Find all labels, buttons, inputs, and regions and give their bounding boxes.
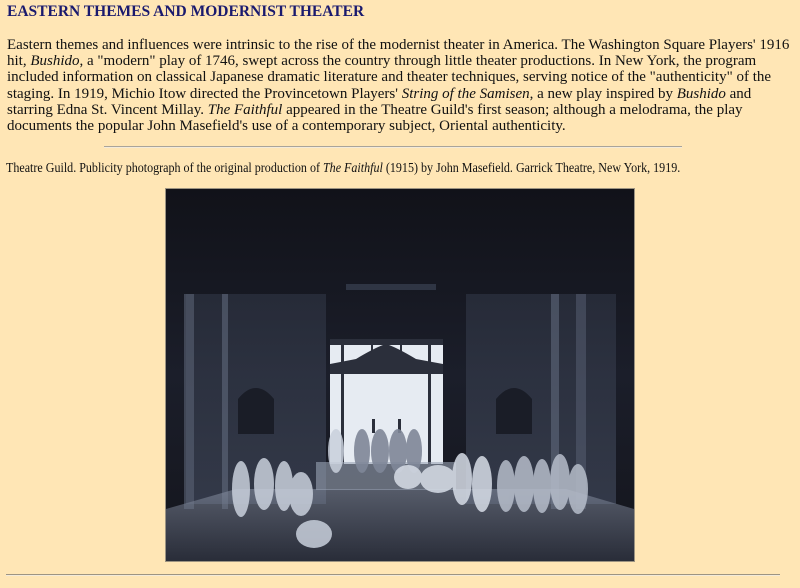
play-title-bushido: Bushido (676, 85, 726, 102)
caption-text: Theatre Guild. Publicity photograph of the original production of (6, 161, 323, 176)
photograph-image (166, 189, 634, 561)
play-title-bushido: Bushido (30, 53, 80, 70)
divider (6, 574, 780, 576)
photo-caption (6, 161, 680, 177)
play-title-the-faithful: The Faithful (207, 101, 283, 118)
intro-text: Eastern themes and influences were intrinsic to the rise of the modernist theater in America. The Washington Square Players' 1916 hit, (7, 37, 790, 70)
divider (104, 146, 682, 148)
play-title-string-of-the-samisen: String of the Samisen (401, 85, 530, 102)
caption-text: (1915) by John Masefield. Garrick Theatre, New York, 1919. (382, 161, 681, 176)
intro-text: , a new play inspired by (529, 85, 677, 102)
page-title: EASTERN THEMES AND MODERNIST THEATER (7, 3, 365, 20)
intro-text: and starring Edna St. Vincent Millay. (7, 85, 752, 118)
intro-text: appeared in the Theatre Guild's first season; although a melodrama, the play documents the popular John Masefield's use of a contemporary subject, Oriental authenticity. (7, 101, 743, 135)
intro-text: , a "modern" play of 1746, swept across the country through little theater productions. In New York, the program included information on classical Japanese dramatic literature and theater techniques, serving notice of the "authenticity" of the staging. In 1919, Michio Itow directed the Provincetown Players' (7, 53, 772, 102)
stage-photograph (166, 189, 634, 561)
intro-paragraph (7, 37, 797, 134)
caption-play-title: The Faithful (322, 161, 383, 176)
